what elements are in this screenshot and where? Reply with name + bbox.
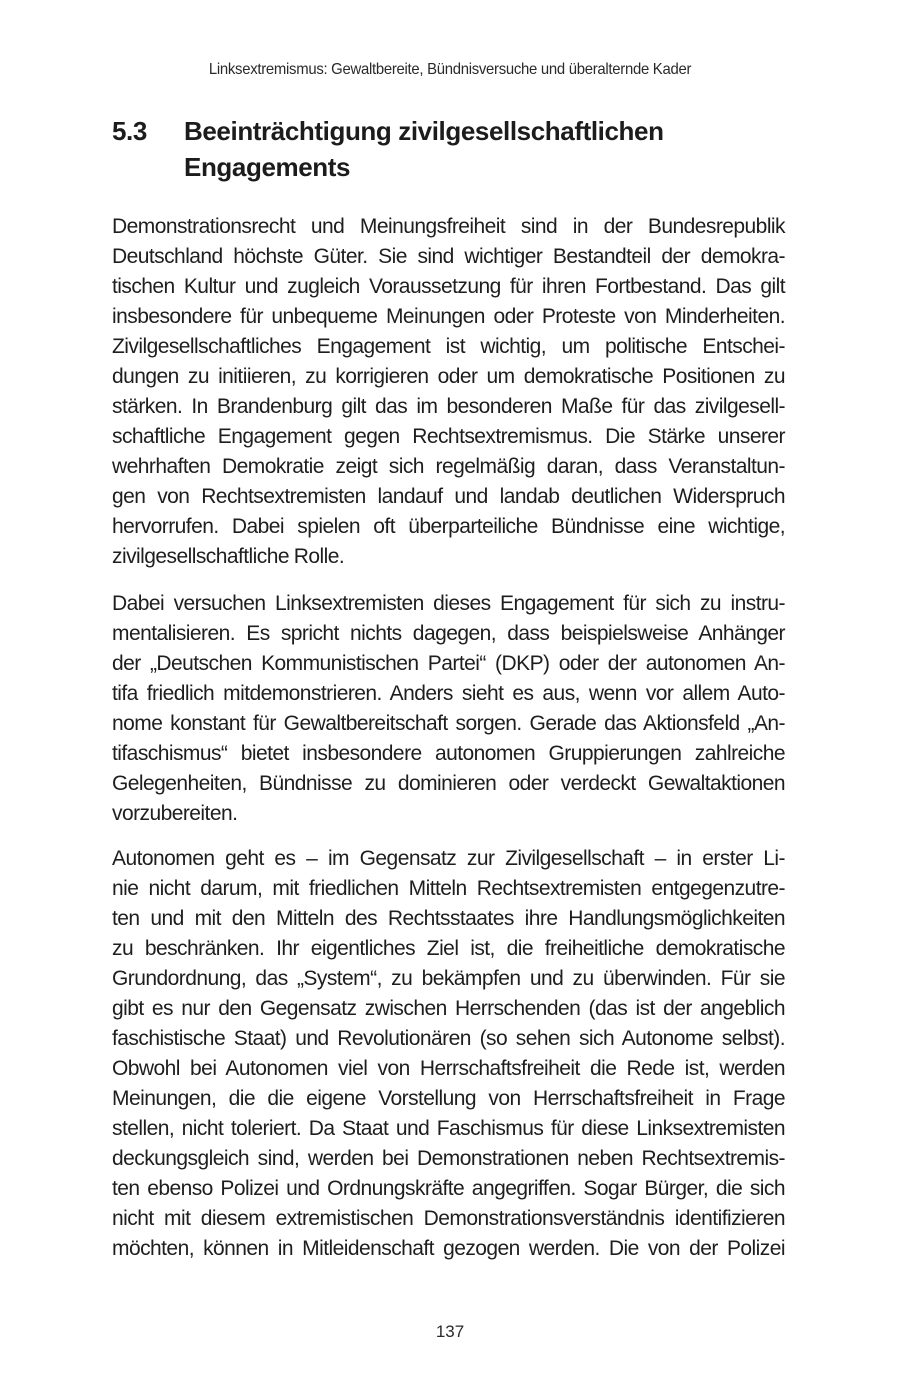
text-line: stellen, nicht toleriert. Da Staat und Faschismus für diese Linksextremisten <box>112 1117 785 1140</box>
text-line: Demonstrationsrecht und Meinungsfreiheit sind in der Bundesrepublik <box>112 215 785 238</box>
section-title-line: Engagements <box>184 152 351 182</box>
text-line: deckungsgleich sind, werden bei Demonstrationen neben Rechtsextremis- <box>112 1147 785 1170</box>
text-line: ten ebenso Polizei und Ordnungskräfte angegriffen. Sogar Bürger, die sich <box>112 1177 785 1200</box>
text-line: zu beschränken. Ihr eigentliches Ziel ist, die freiheitliche demokratische <box>112 937 785 960</box>
text-line: nie nicht darum, mit friedlichen Mitteln Rechtsextremisten entgegenzutre- <box>112 877 785 900</box>
text-line: möchten, können in Mitleidenschaft gezogen werden. Die von der Polizei <box>112 1237 785 1260</box>
page-number: 137 <box>435 1322 465 1341</box>
text-line: tischen Kultur und zugleich Voraussetzung für ihren Fortbestand. Das gilt <box>112 275 785 298</box>
paragraph-2 <box>112 589 785 829</box>
section-title-line: Beeinträchtigung zivilgesellschaftlichen <box>184 116 664 146</box>
text-line: Meinungen, die die eigene Vorstellung von Herrschaftsfreiheit in Frage <box>112 1087 785 1110</box>
text-line: nicht mit diesem extremistischen Demonstrationsverständnis identifizieren <box>112 1207 785 1230</box>
text-line: stärken. In Brandenburg gilt das im besonderen Maße für das zivilgesell- <box>112 395 785 418</box>
text-line: gen von Rechtsextremisten landauf und landab deutlichen Widerspruch <box>112 485 785 508</box>
text-line: hervorrufen. Dabei spielen oft überparteiliche Bündnisse eine wichtige, <box>112 515 785 538</box>
text-line: zivilgesellschaftliche Rolle. <box>112 545 345 568</box>
text-line: tifa friedlich mitdemonstrieren. Anders sieht es aus, wenn vor allem Auto- <box>112 682 785 705</box>
text-line: Autonomen geht es – im Gegensatz zur Zivilgesellschaft – in erster Li- <box>112 847 785 870</box>
text-line: Grundordnung, das „System“, zu bekämpfen und zu überwinden. Für sie <box>112 967 785 990</box>
text-line: tifaschismus“ bietet insbesondere autonomen Gruppierungen zahlreiche <box>112 742 785 765</box>
text-line: Zivilgesellschaftliches Engagement ist wichtig, um politische Entschei- <box>112 335 785 358</box>
text-line: vorzubereiten. <box>112 802 238 825</box>
text-line: ten und mit den Mitteln des Rechtsstaates ihre Handlungsmöglichkeiten <box>112 907 785 930</box>
paragraph-1 <box>112 212 785 572</box>
text-line: insbesondere für unbequeme Meinungen oder Proteste von Minderheiten. <box>112 305 785 328</box>
text-line: nome konstant für Gewaltbereitschaft sorgen. Gerade das Aktionsfeld „An- <box>112 712 785 735</box>
text-line: wehrhaften Demokratie zeigt sich regelmäßig daran, dass Veranstaltun- <box>112 455 785 478</box>
paragraph-3 <box>112 844 785 1264</box>
section-number: 5.3 <box>112 116 147 146</box>
text-line: Deutschland höchste Güter. Sie sind wichtiger Bestandteil der demokra- <box>112 245 785 268</box>
text-line: Gelegenheiten, Bündnisse zu dominieren oder verdeckt Gewaltaktionen <box>112 772 785 795</box>
text-line: schaftliche Engagement gegen Rechtsextremismus. Die Stärke unserer <box>112 425 785 448</box>
text-line: dungen zu initiieren, zu korrigieren oder um demokratische Positionen zu <box>112 365 785 388</box>
text-line: Obwohl bei Autonomen viel von Herrschaftsfreiheit die Rede ist, werden <box>112 1057 785 1080</box>
text-line: gibt es nur den Gegensatz zwischen Herrschenden (das ist der angeblich <box>112 997 785 1020</box>
section-title <box>184 113 784 185</box>
text-line: Dabei versuchen Linksextremisten dieses Engagement für sich zu instru- <box>112 592 785 615</box>
running-header: Linksextremismus: Gewaltbereite, Bündnisversuche und überalternde Kader <box>208 61 692 78</box>
text-line: mentalisieren. Es spricht nichts dagegen, dass beispielsweise Anhänger <box>112 622 785 645</box>
text-line: faschistische Staat) und Revolutionären (so sehen sich Autonome selbst). <box>112 1027 785 1050</box>
text-line: der „Deutschen Kommunistischen Partei“ (DKP) oder der autonomen An- <box>112 652 785 675</box>
